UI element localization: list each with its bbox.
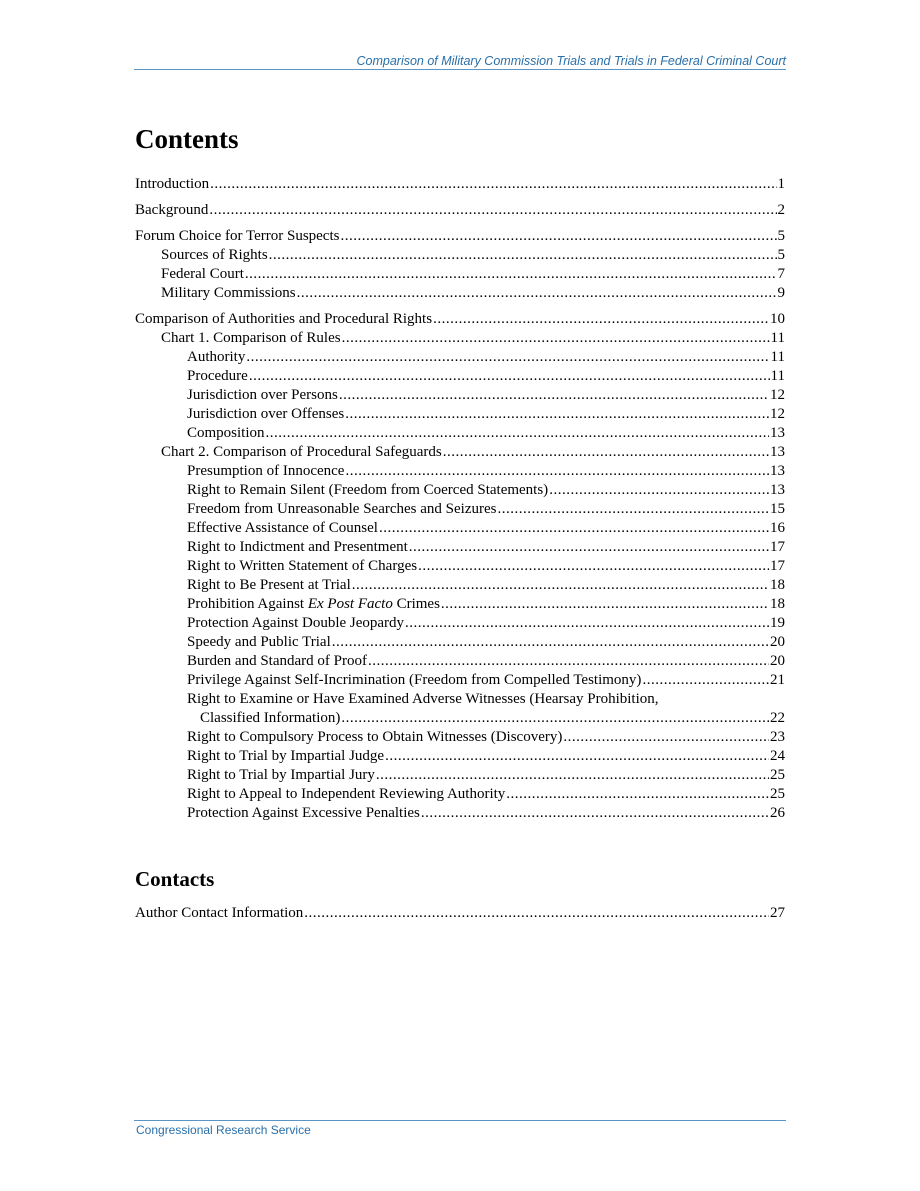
- toc-entry-title: Jurisdiction over Offenses: [187, 406, 345, 422]
- toc-entry-title-continuation: Classified Information): [200, 710, 341, 726]
- toc-page-number: 15: [770, 501, 785, 517]
- dot-leader: [409, 538, 769, 557]
- toc-page-number: 5: [777, 228, 785, 244]
- toc-page-number: 16: [770, 520, 785, 536]
- toc-page-number: 13: [770, 425, 785, 441]
- dot-leader: [341, 709, 769, 728]
- toc-page-number: 13: [770, 482, 785, 498]
- toc-entry-title: Chart 1. Comparison of Rules: [161, 330, 341, 346]
- toc-page-number: 13: [770, 444, 785, 460]
- dot-leader: [642, 671, 769, 690]
- toc-entry-title: Right to Written Statement of Charges: [187, 558, 418, 574]
- toc-entry-military-commissions[interactable]: [135, 284, 785, 303]
- toc-entry-title: Freedom from Unreasonable Searches and Seizures: [187, 501, 497, 517]
- dot-leader: [549, 481, 769, 500]
- dot-leader: [210, 175, 776, 194]
- dot-leader: [304, 904, 769, 923]
- dot-leader: [342, 329, 770, 348]
- toc-entry-title: Speedy and Public Trial: [187, 634, 331, 650]
- toc-entry-chart-2-comparison-of-procedural-safeguards[interactable]: [135, 443, 785, 462]
- dot-leader: [245, 265, 777, 284]
- toc-entry-authority[interactable]: [135, 348, 785, 367]
- dot-leader: [405, 614, 769, 633]
- running-header: Comparison of Military Commission Trials and Trials in Federal Criminal Court: [356, 54, 786, 68]
- toc-page-number: 18: [770, 577, 785, 593]
- toc-entry-author-contact-information[interactable]: [135, 904, 785, 923]
- toc-entry-title: Right to Trial by Impartial Judge: [187, 748, 385, 764]
- dot-leader: [506, 785, 769, 804]
- toc-page-number: 19: [770, 615, 785, 631]
- toc-entry-right-to-trial-by-impartial-jury[interactable]: [135, 766, 785, 785]
- toc-entry-protection-against-excessive-penalties[interactable]: [135, 804, 785, 823]
- toc-entry-title: Right to Appeal to Independent Reviewing Authority: [187, 786, 506, 802]
- toc-page-number: 22: [770, 710, 785, 726]
- toc-page-number: 12: [770, 387, 785, 403]
- dot-leader: [266, 424, 769, 443]
- toc-page-number: 24: [770, 748, 785, 764]
- toc-page-number: 27: [770, 905, 785, 921]
- toc-entry-title: Right to Compulsory Process to Obtain Witnesses (Discovery): [187, 729, 563, 745]
- toc-entry-title: Presumption of Innocence: [187, 463, 345, 479]
- toc-entry-title: Right to Indictment and Presentment: [187, 539, 408, 555]
- toc-entry-title: Sources of Rights: [161, 247, 268, 263]
- toc-entry-right-to-remain-silent-freedom-from-coerced-statements[interactable]: [135, 481, 785, 500]
- toc-entry-background[interactable]: [135, 201, 785, 220]
- dot-leader: [497, 500, 769, 519]
- toc-entry-protection-against-double-jeopardy[interactable]: [135, 614, 785, 633]
- toc-entry-right-to-indictment-and-presentment[interactable]: [135, 538, 785, 557]
- toc-entry-title: Military Commissions: [161, 285, 296, 301]
- footer-divider: [134, 1120, 786, 1121]
- dot-leader: [345, 462, 769, 481]
- toc-entry-right-to-written-statement-of-charges[interactable]: [135, 557, 785, 576]
- toc-page-number: 11: [770, 368, 785, 384]
- dot-leader: [269, 246, 777, 265]
- toc-entry-title: Procedure: [187, 368, 248, 384]
- toc-page-number: 17: [770, 539, 785, 555]
- toc-entry-title: Chart 2. Comparison of Procedural Safeguards: [161, 444, 442, 460]
- toc-page-number: 12: [770, 406, 785, 422]
- toc-page-number: 11: [770, 349, 785, 365]
- dot-leader: [368, 652, 769, 671]
- toc-page-number: 25: [770, 767, 785, 783]
- toc-entry-right-to-examine-or-have-examined-adverse-witnesses-hearsay-prohibition[interactable]: [135, 690, 785, 728]
- toc-page-number: 17: [770, 558, 785, 574]
- contacts-heading: Contacts: [135, 867, 215, 891]
- toc-entry-introduction[interactable]: [135, 175, 785, 194]
- toc-page-number: 21: [770, 672, 785, 688]
- toc-entry-chart-1-comparison-of-rules[interactable]: [135, 329, 785, 348]
- contents-heading: Contents: [135, 124, 239, 154]
- toc-entry-composition[interactable]: [135, 424, 785, 443]
- dot-leader: [379, 519, 769, 538]
- toc-page-number: 7: [777, 266, 785, 282]
- dot-leader: [249, 367, 770, 386]
- dot-leader: [418, 557, 769, 576]
- dot-leader: [246, 348, 769, 367]
- toc-entry-prohibition-against-ex-post-facto-crimes[interactable]: [135, 595, 785, 614]
- toc-page-number: 9: [777, 285, 785, 301]
- dot-leader: [421, 804, 769, 823]
- toc-entry-title: Forum Choice for Terror Suspects: [135, 228, 340, 244]
- toc-page-number: 20: [770, 653, 785, 669]
- toc-entry-burden-and-standard-of-proof[interactable]: [135, 652, 785, 671]
- toc-page-number: 2: [777, 202, 785, 218]
- toc-entry-title: Introduction: [135, 176, 210, 192]
- toc-entry-jurisdiction-over-persons[interactable]: [135, 386, 785, 405]
- toc-entry-title: Background: [135, 202, 209, 218]
- toc-entry-title: Federal Court: [161, 266, 244, 282]
- toc-page-number: 26: [770, 805, 785, 821]
- toc-entry-title: Privilege Against Self-Incrimination (Freedom from Compelled Testimony): [187, 672, 642, 688]
- dot-leader: [297, 284, 777, 303]
- toc-page-number: 23: [770, 729, 785, 745]
- toc-entry-sources-of-rights[interactable]: [135, 246, 785, 265]
- toc-entry-title: Composition: [187, 425, 265, 441]
- dot-leader: [433, 310, 769, 329]
- dot-leader: [376, 766, 769, 785]
- dot-leader: [209, 201, 776, 220]
- toc-entry-title: Burden and Standard of Proof: [187, 653, 367, 669]
- toc-entry-federal-court[interactable]: [135, 265, 785, 284]
- dot-leader: [443, 443, 769, 462]
- toc-entry-privilege-against-self-incrimination-freedom-from-compelled-testimony[interactable]: [135, 671, 785, 690]
- toc-entry-title: Author Contact Information: [135, 905, 304, 921]
- toc-entry-title: Protection Against Excessive Penalties: [187, 805, 420, 821]
- toc-entry-title: Right to Trial by Impartial Jury: [187, 767, 375, 783]
- dot-leader: [340, 227, 776, 246]
- toc-entry-jurisdiction-over-offenses[interactable]: [135, 405, 785, 424]
- table-of-contents: [135, 175, 785, 823]
- toc-entry-freedom-from-unreasonable-searches-and-seizures[interactable]: [135, 500, 785, 519]
- header-divider: [134, 69, 786, 70]
- dot-leader: [441, 595, 769, 614]
- toc-page-number: 1: [777, 176, 785, 192]
- footer-source: Congressional Research Service: [136, 1123, 311, 1137]
- toc-entry-title: Effective Assistance of Counsel: [187, 520, 378, 536]
- toc-page-number: 25: [770, 786, 785, 802]
- toc-entry-right-to-compulsory-process-to-obtain-witnesses-discovery[interactable]: [135, 728, 785, 747]
- toc-entry-title: Protection Against Double Jeopardy: [187, 615, 405, 631]
- dot-leader: [339, 386, 769, 405]
- toc-page-number: 13: [770, 463, 785, 479]
- toc-page-number: 18: [770, 596, 785, 612]
- toc-entry-right-to-be-present-at-trial[interactable]: [135, 576, 785, 595]
- toc-page-number: 5: [777, 247, 785, 263]
- dot-leader: [352, 576, 769, 595]
- toc-page-number: 10: [770, 311, 785, 327]
- toc-entry-presumption-of-innocence[interactable]: [135, 462, 785, 481]
- toc-entry-speedy-and-public-trial[interactable]: [135, 633, 785, 652]
- toc-entry-forum-choice-for-terror-suspects[interactable]: [135, 227, 785, 246]
- toc-entry-title: Right to Be Present at Trial: [187, 577, 351, 593]
- dot-leader: [385, 747, 769, 766]
- contacts-list: [135, 904, 785, 923]
- toc-entry-right-to-trial-by-impartial-judge[interactable]: [135, 747, 785, 766]
- toc-entry-effective-assistance-of-counsel[interactable]: [135, 519, 785, 538]
- toc-entry-title: Prohibition Against Ex Post Facto Crimes: [187, 596, 440, 612]
- toc-page-number: 11: [770, 330, 785, 346]
- toc-entry-right-to-appeal-to-independent-reviewing-authority[interactable]: [135, 785, 785, 804]
- toc-entry-comparison-of-authorities-and-procedural-rights[interactable]: [135, 310, 785, 329]
- toc-entry-procedure[interactable]: [135, 367, 785, 386]
- toc-entry-title: Jurisdiction over Persons: [187, 387, 338, 403]
- toc-entry-title: Right to Remain Silent (Freedom from Coerced Statements): [187, 482, 549, 498]
- toc-page-number: 20: [770, 634, 785, 650]
- dot-leader: [345, 405, 769, 424]
- dot-leader: [332, 633, 769, 652]
- toc-entry-title: Right to Examine or Have Examined Adverse Witnesses (Hearsay Prohibition,: [187, 691, 659, 707]
- dot-leader: [563, 728, 769, 747]
- toc-entry-title: Comparison of Authorities and Procedural Rights: [135, 311, 433, 327]
- toc-entry-title: Authority: [187, 349, 246, 365]
